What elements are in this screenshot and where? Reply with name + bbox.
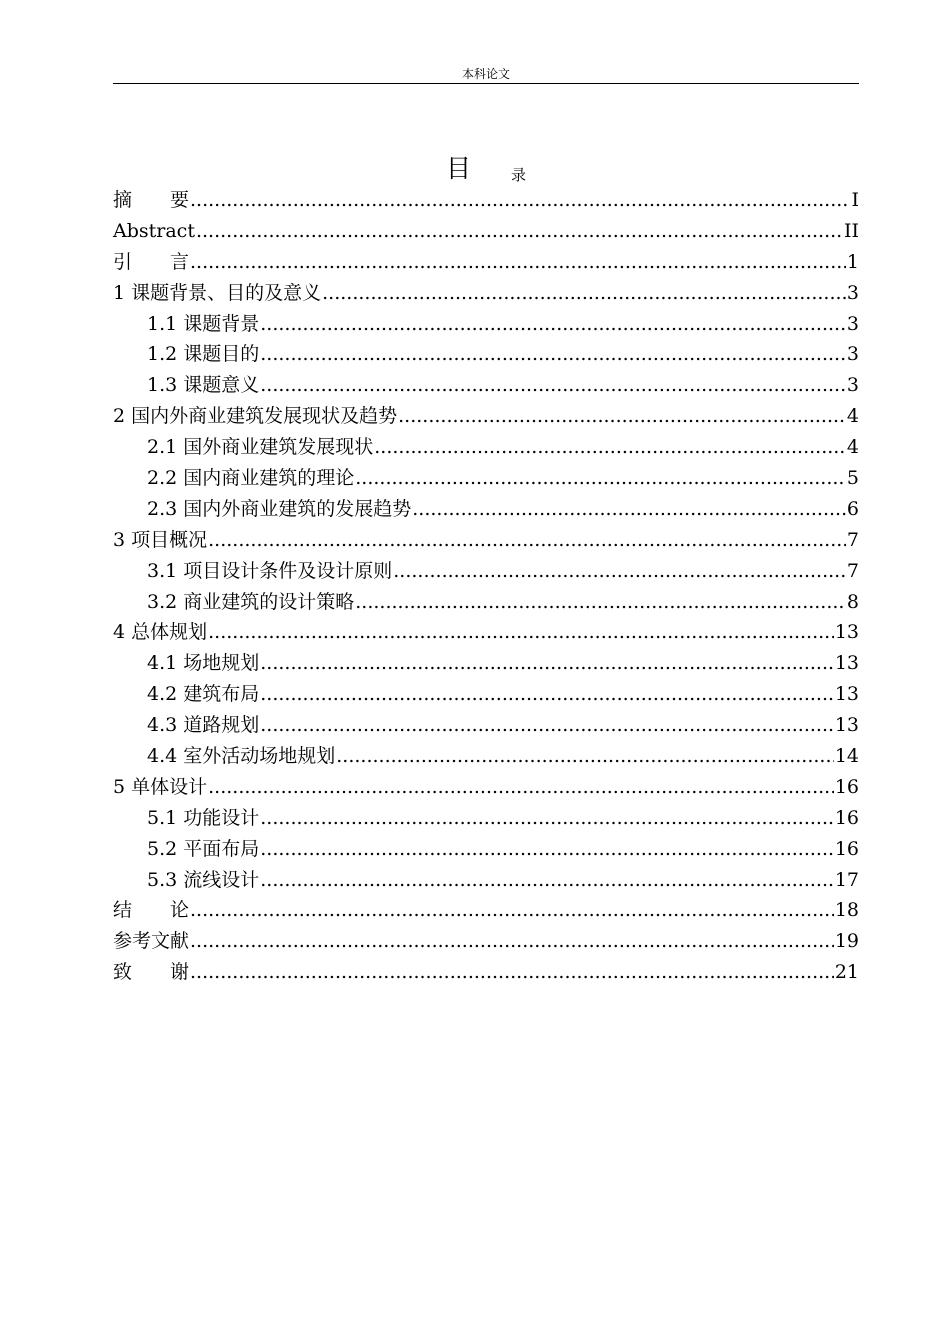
toc-entry-introduction[interactable] <box>113 247 859 278</box>
toc-entry-page: II <box>843 219 859 242</box>
toc-title-char-2: 录 <box>511 166 527 184</box>
toc-entry-abstract-cn[interactable] <box>113 185 859 216</box>
toc-entry-page: I <box>851 189 859 211</box>
toc-entry-page: 16 <box>834 806 859 829</box>
toc-entry-page: 6 <box>846 497 859 520</box>
toc-entry-chapter-5[interactable] <box>113 772 859 803</box>
toc-entry-section-4-3[interactable] <box>113 710 859 741</box>
toc-entry-page: 16 <box>834 775 859 798</box>
toc-leader-dots <box>260 834 834 865</box>
toc-entry-label: 4.4 室外活动场地规划 <box>147 745 336 768</box>
toc-leader-dots <box>398 401 846 432</box>
toc-entry-page: 7 <box>846 528 859 551</box>
toc-entry-label: 3.2 商业建筑的设计策略 <box>147 590 355 613</box>
toc-entry-label: 5 单体设计 <box>113 775 208 798</box>
toc-entry-label: 3.1 项目设计条件及设计原则 <box>147 559 393 582</box>
toc-leader-dots <box>336 741 834 772</box>
toc-leader-dots <box>190 247 846 278</box>
toc-leader-dots <box>190 185 850 216</box>
toc-entry-acknowledgements[interactable] <box>113 957 859 988</box>
toc-leader-dots <box>260 370 846 401</box>
toc-entry-section-5-2[interactable] <box>113 834 859 865</box>
toc-entry-references[interactable] <box>113 926 859 957</box>
toc-entry-page: 1 <box>846 250 859 273</box>
toc-leader-dots <box>260 710 834 741</box>
toc-entry-section-3-2[interactable] <box>113 587 859 618</box>
running-header: 本科论文 <box>461 67 510 81</box>
toc-leader-dots <box>322 278 846 309</box>
toc-leader-dots <box>208 525 846 556</box>
toc-entry-section-4-2[interactable] <box>113 679 859 710</box>
toc-entry-chapter-3[interactable] <box>113 525 859 556</box>
toc-entry-label: 1.3 课题意义 <box>147 374 260 397</box>
toc-entry-label: 1 课题背景、目的及意义 <box>113 281 322 304</box>
toc-entry-label: 参考文献 <box>113 930 190 953</box>
toc-leader-dots <box>374 432 846 463</box>
toc-entry-label: 2 国内外商业建筑发展现状及趋势 <box>113 405 398 428</box>
toc-entry-page: 16 <box>834 837 859 860</box>
toc-entry-section-5-3[interactable] <box>113 865 859 896</box>
toc-entry-page: 8 <box>846 590 859 613</box>
toc-entry-page: 13 <box>834 714 859 737</box>
toc-entry-section-2-2[interactable] <box>113 463 859 494</box>
toc-entry-label: 5.2 平面布局 <box>147 837 260 860</box>
toc-entry-label: 1.1 课题背景 <box>147 312 260 335</box>
toc-entry-chapter-1[interactable] <box>113 278 859 309</box>
toc-leader-dots <box>393 556 846 587</box>
toc-leader-dots <box>260 679 834 710</box>
toc-entry-page: 3 <box>846 374 859 397</box>
toc-leader-dots <box>412 494 846 525</box>
toc-leader-dots <box>260 865 834 896</box>
toc-entry-label: 结 论 <box>113 899 190 922</box>
toc-entry-label: 引 言 <box>113 250 190 273</box>
toc-entry-label: 5.3 流线设计 <box>147 868 260 891</box>
toc-entry-page: 18 <box>834 899 859 922</box>
toc-entry-label: 4.2 建筑布局 <box>147 683 260 706</box>
toc-entry-abstract-en[interactable] <box>113 216 859 247</box>
toc-leader-dots <box>260 309 846 340</box>
toc-entry-page: 19 <box>834 930 859 953</box>
toc-entry-page: 3 <box>846 281 859 304</box>
toc-leader-dots <box>260 648 834 679</box>
toc-entry-label: Abstract <box>113 219 195 242</box>
toc-entry-section-5-1[interactable] <box>113 803 859 834</box>
toc-entry-page: 17 <box>834 868 859 891</box>
toc-leader-dots <box>190 957 834 988</box>
toc-entry-label: 4 总体规划 <box>113 621 208 644</box>
toc-entry-section-3-1[interactable] <box>113 556 859 587</box>
toc-entry-page: 13 <box>834 652 859 675</box>
toc-title <box>113 152 859 188</box>
toc-leader-dots <box>355 587 846 618</box>
toc-entry-label: 2.2 国内商业建筑的理论 <box>147 467 355 490</box>
toc-entry-label: 4.1 场地规划 <box>147 652 260 675</box>
toc-entry-label: 1.2 课题目的 <box>147 343 260 366</box>
header-divider <box>113 83 859 84</box>
toc-entry-label: 4.3 道路规划 <box>147 714 260 737</box>
toc-entry-page: 4 <box>846 405 859 428</box>
toc-entry-section-2-3[interactable] <box>113 494 859 525</box>
toc-entry-conclusion[interactable] <box>113 895 859 926</box>
toc-entry-section-4-1[interactable] <box>113 648 859 679</box>
toc-entry-section-1-2[interactable] <box>113 339 859 370</box>
toc-entry-page: 13 <box>834 621 859 644</box>
toc-entry-chapter-4[interactable] <box>113 617 859 648</box>
toc-leader-dots <box>260 339 846 370</box>
toc-entry-label: 2.3 国内外商业建筑的发展趋势 <box>147 497 412 520</box>
toc-title-char-1: 目 <box>445 154 471 183</box>
toc-entry-label: 致 谢 <box>113 961 190 984</box>
toc-entry-section-1-1[interactable] <box>113 309 859 340</box>
table-of-contents <box>113 185 859 988</box>
toc-entry-section-4-4[interactable] <box>113 741 859 772</box>
toc-entry-label: 3 项目概况 <box>113 528 208 551</box>
toc-leader-dots <box>190 895 834 926</box>
toc-leader-dots <box>355 463 846 494</box>
toc-entry-section-2-1[interactable] <box>113 432 859 463</box>
toc-entry-page: 3 <box>846 343 859 366</box>
toc-entry-chapter-2[interactable] <box>113 401 859 432</box>
toc-entry-label: 摘 要 <box>113 189 190 211</box>
toc-entry-page: 7 <box>846 559 859 582</box>
toc-entry-section-1-3[interactable] <box>113 370 859 401</box>
toc-entry-page: 14 <box>834 745 859 768</box>
toc-entry-page: 3 <box>846 312 859 335</box>
toc-leader-dots <box>208 772 834 803</box>
toc-entry-page: 13 <box>834 683 859 706</box>
toc-entry-page: 21 <box>834 961 859 984</box>
toc-leader-dots <box>190 926 834 957</box>
toc-entry-label: 5.1 功能设计 <box>147 806 260 829</box>
toc-entry-label: 2.1 国外商业建筑发展现状 <box>147 436 374 459</box>
toc-leader-dots <box>260 803 834 834</box>
toc-entry-page: 5 <box>846 467 859 490</box>
toc-entry-page: 4 <box>846 436 859 459</box>
toc-leader-dots <box>196 216 843 247</box>
toc-leader-dots <box>208 617 834 648</box>
